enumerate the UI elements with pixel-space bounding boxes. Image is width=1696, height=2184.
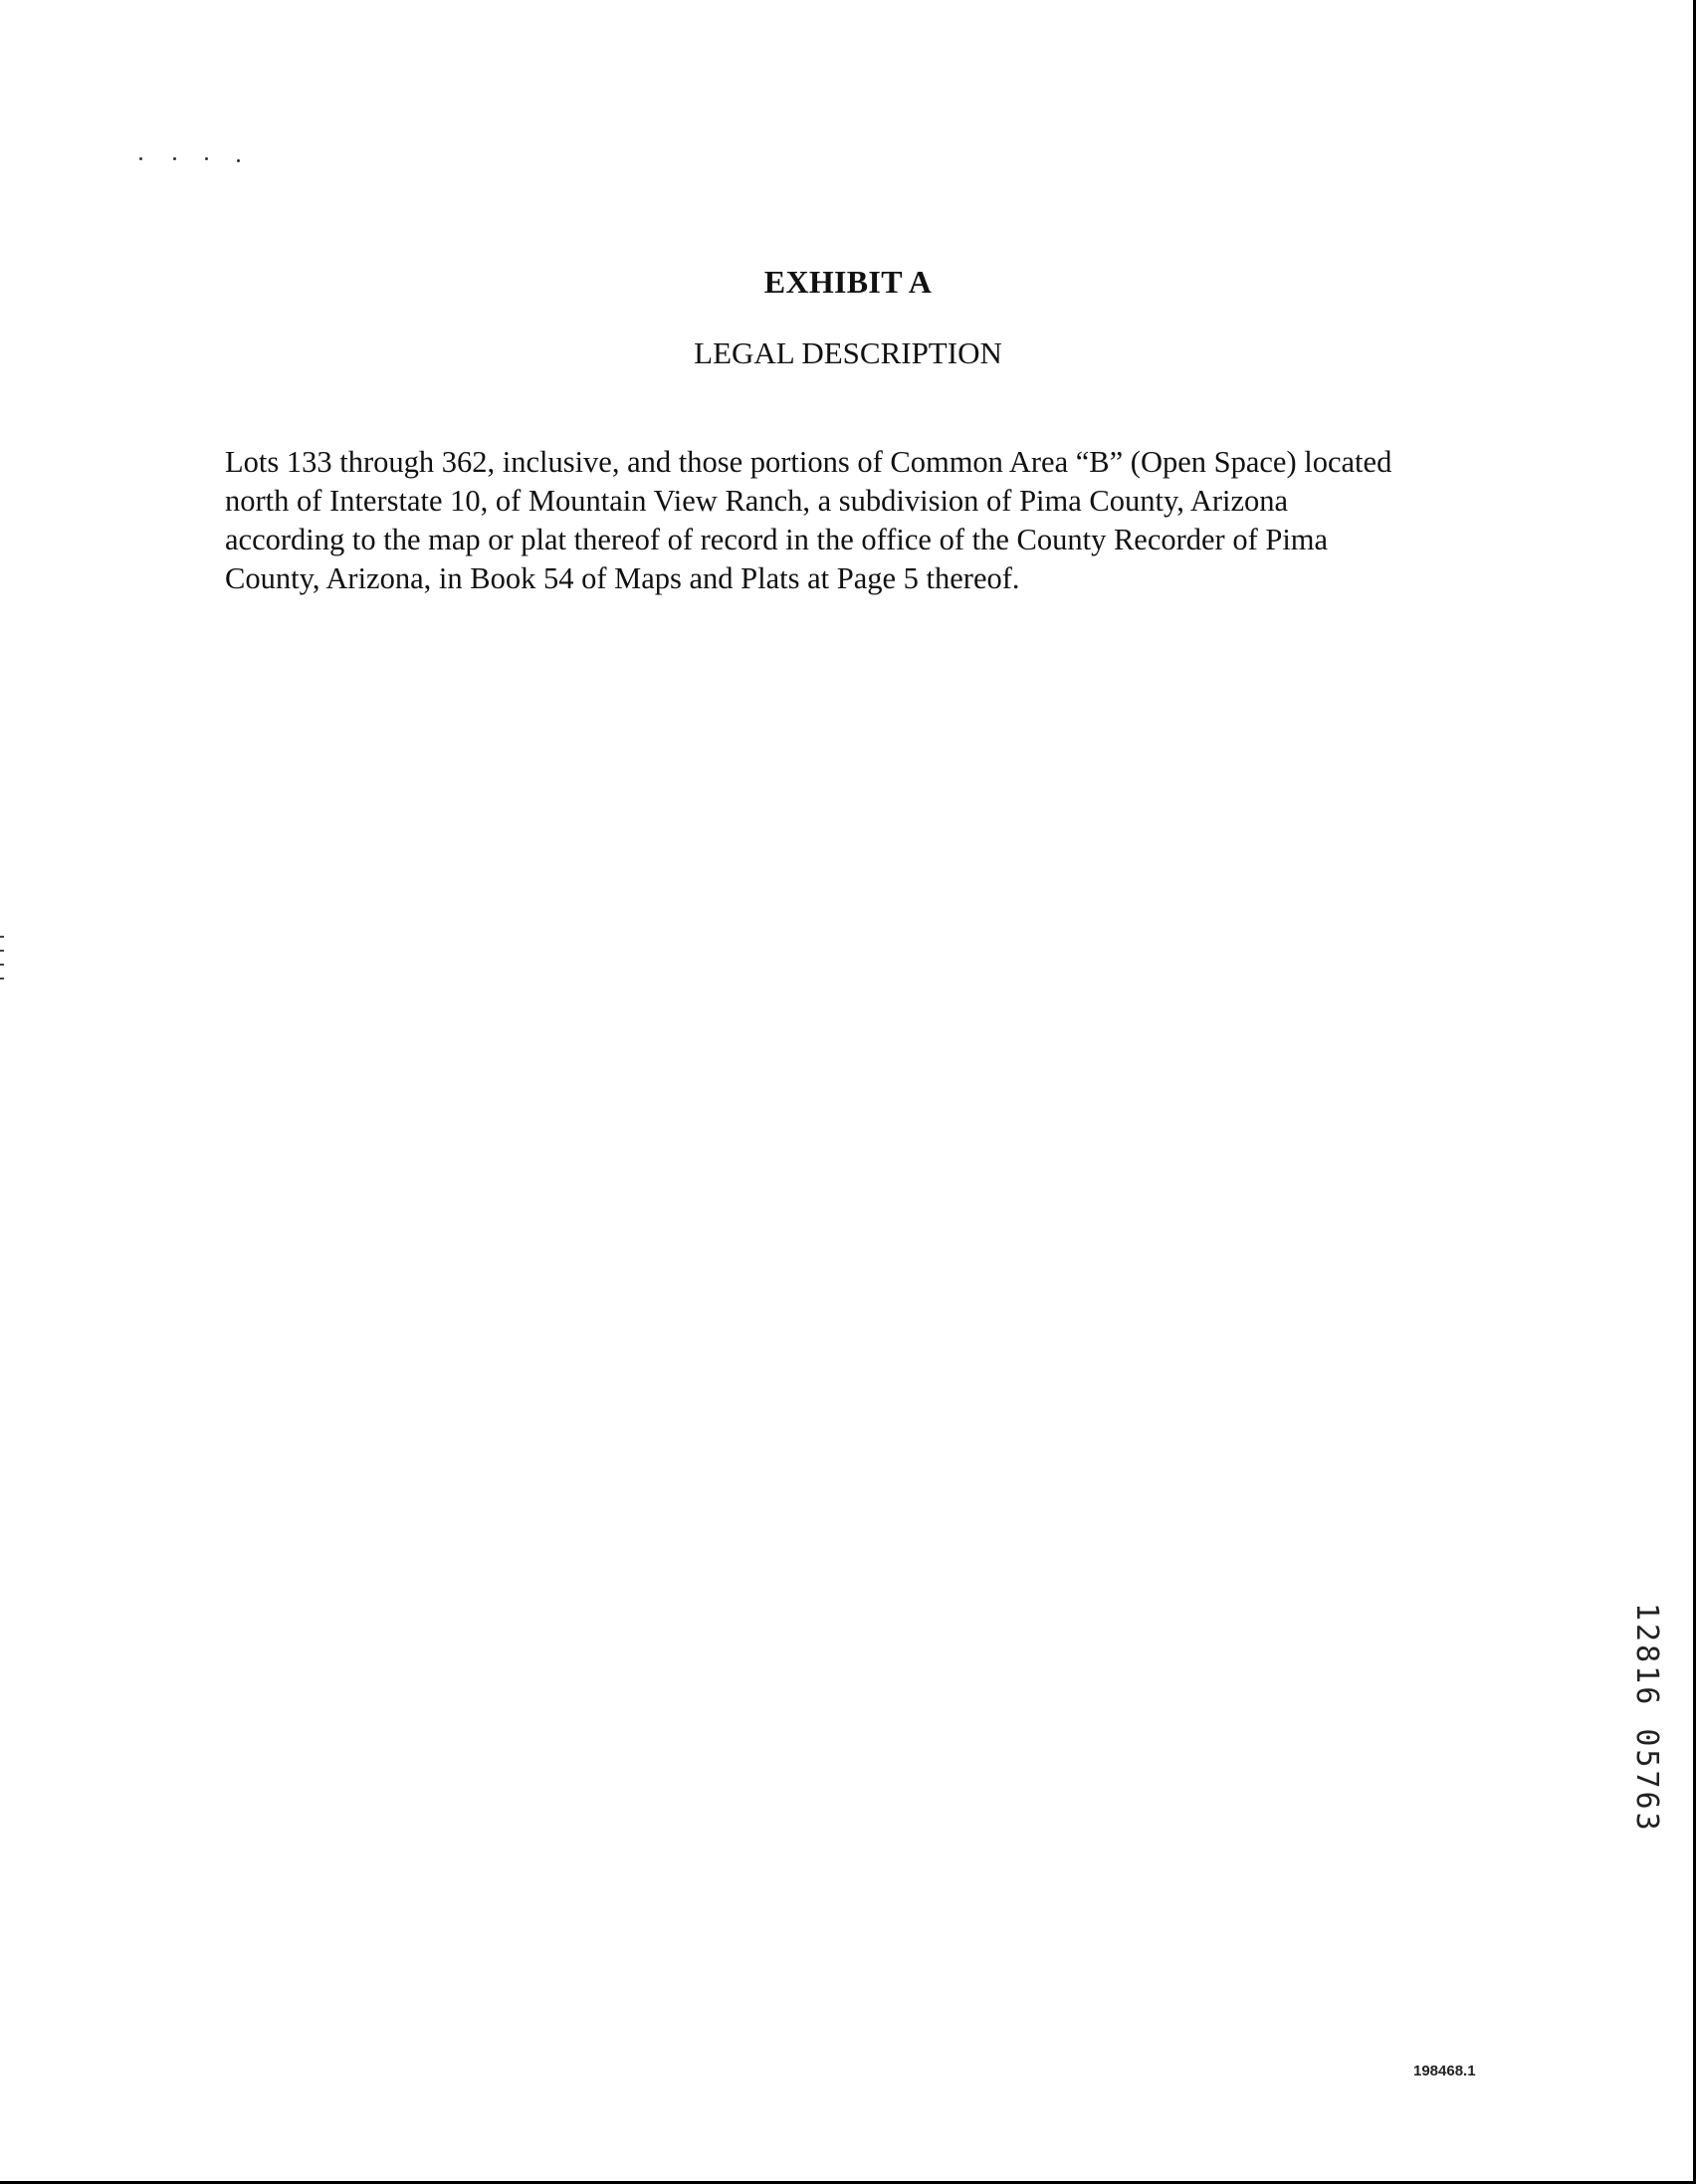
paragraph-line: north of Interstate 10, of Mountain View Ranch, a subdivision of Pima County, Arizona [225,484,1289,518]
legal-description-heading: LEGAL DESCRIPTION [694,335,1002,370]
legal-description-paragraph [225,443,1469,598]
document-number: 198468.1 [1413,2063,1476,2079]
paragraph-line: Lots 133 through 362, inclusive, and those portions of Common Area “B” (Open Space) located [225,445,1392,479]
scan-edge-marks [0,936,6,995]
recording-stamp-number: 12816 05763 [1629,1603,1664,1834]
paragraph-line: according to the map or plat thereof of record in the office of the County Recorder of Pima [225,523,1329,556]
paragraph-line: County, Arizona, in Book 54 of Maps and Plats at Page 5 thereof. [225,561,1020,595]
recording-stamp [1630,1603,1670,1881]
exhibit-title: EXHIBIT A [763,264,933,300]
scan-artifact-dots [139,149,259,169]
